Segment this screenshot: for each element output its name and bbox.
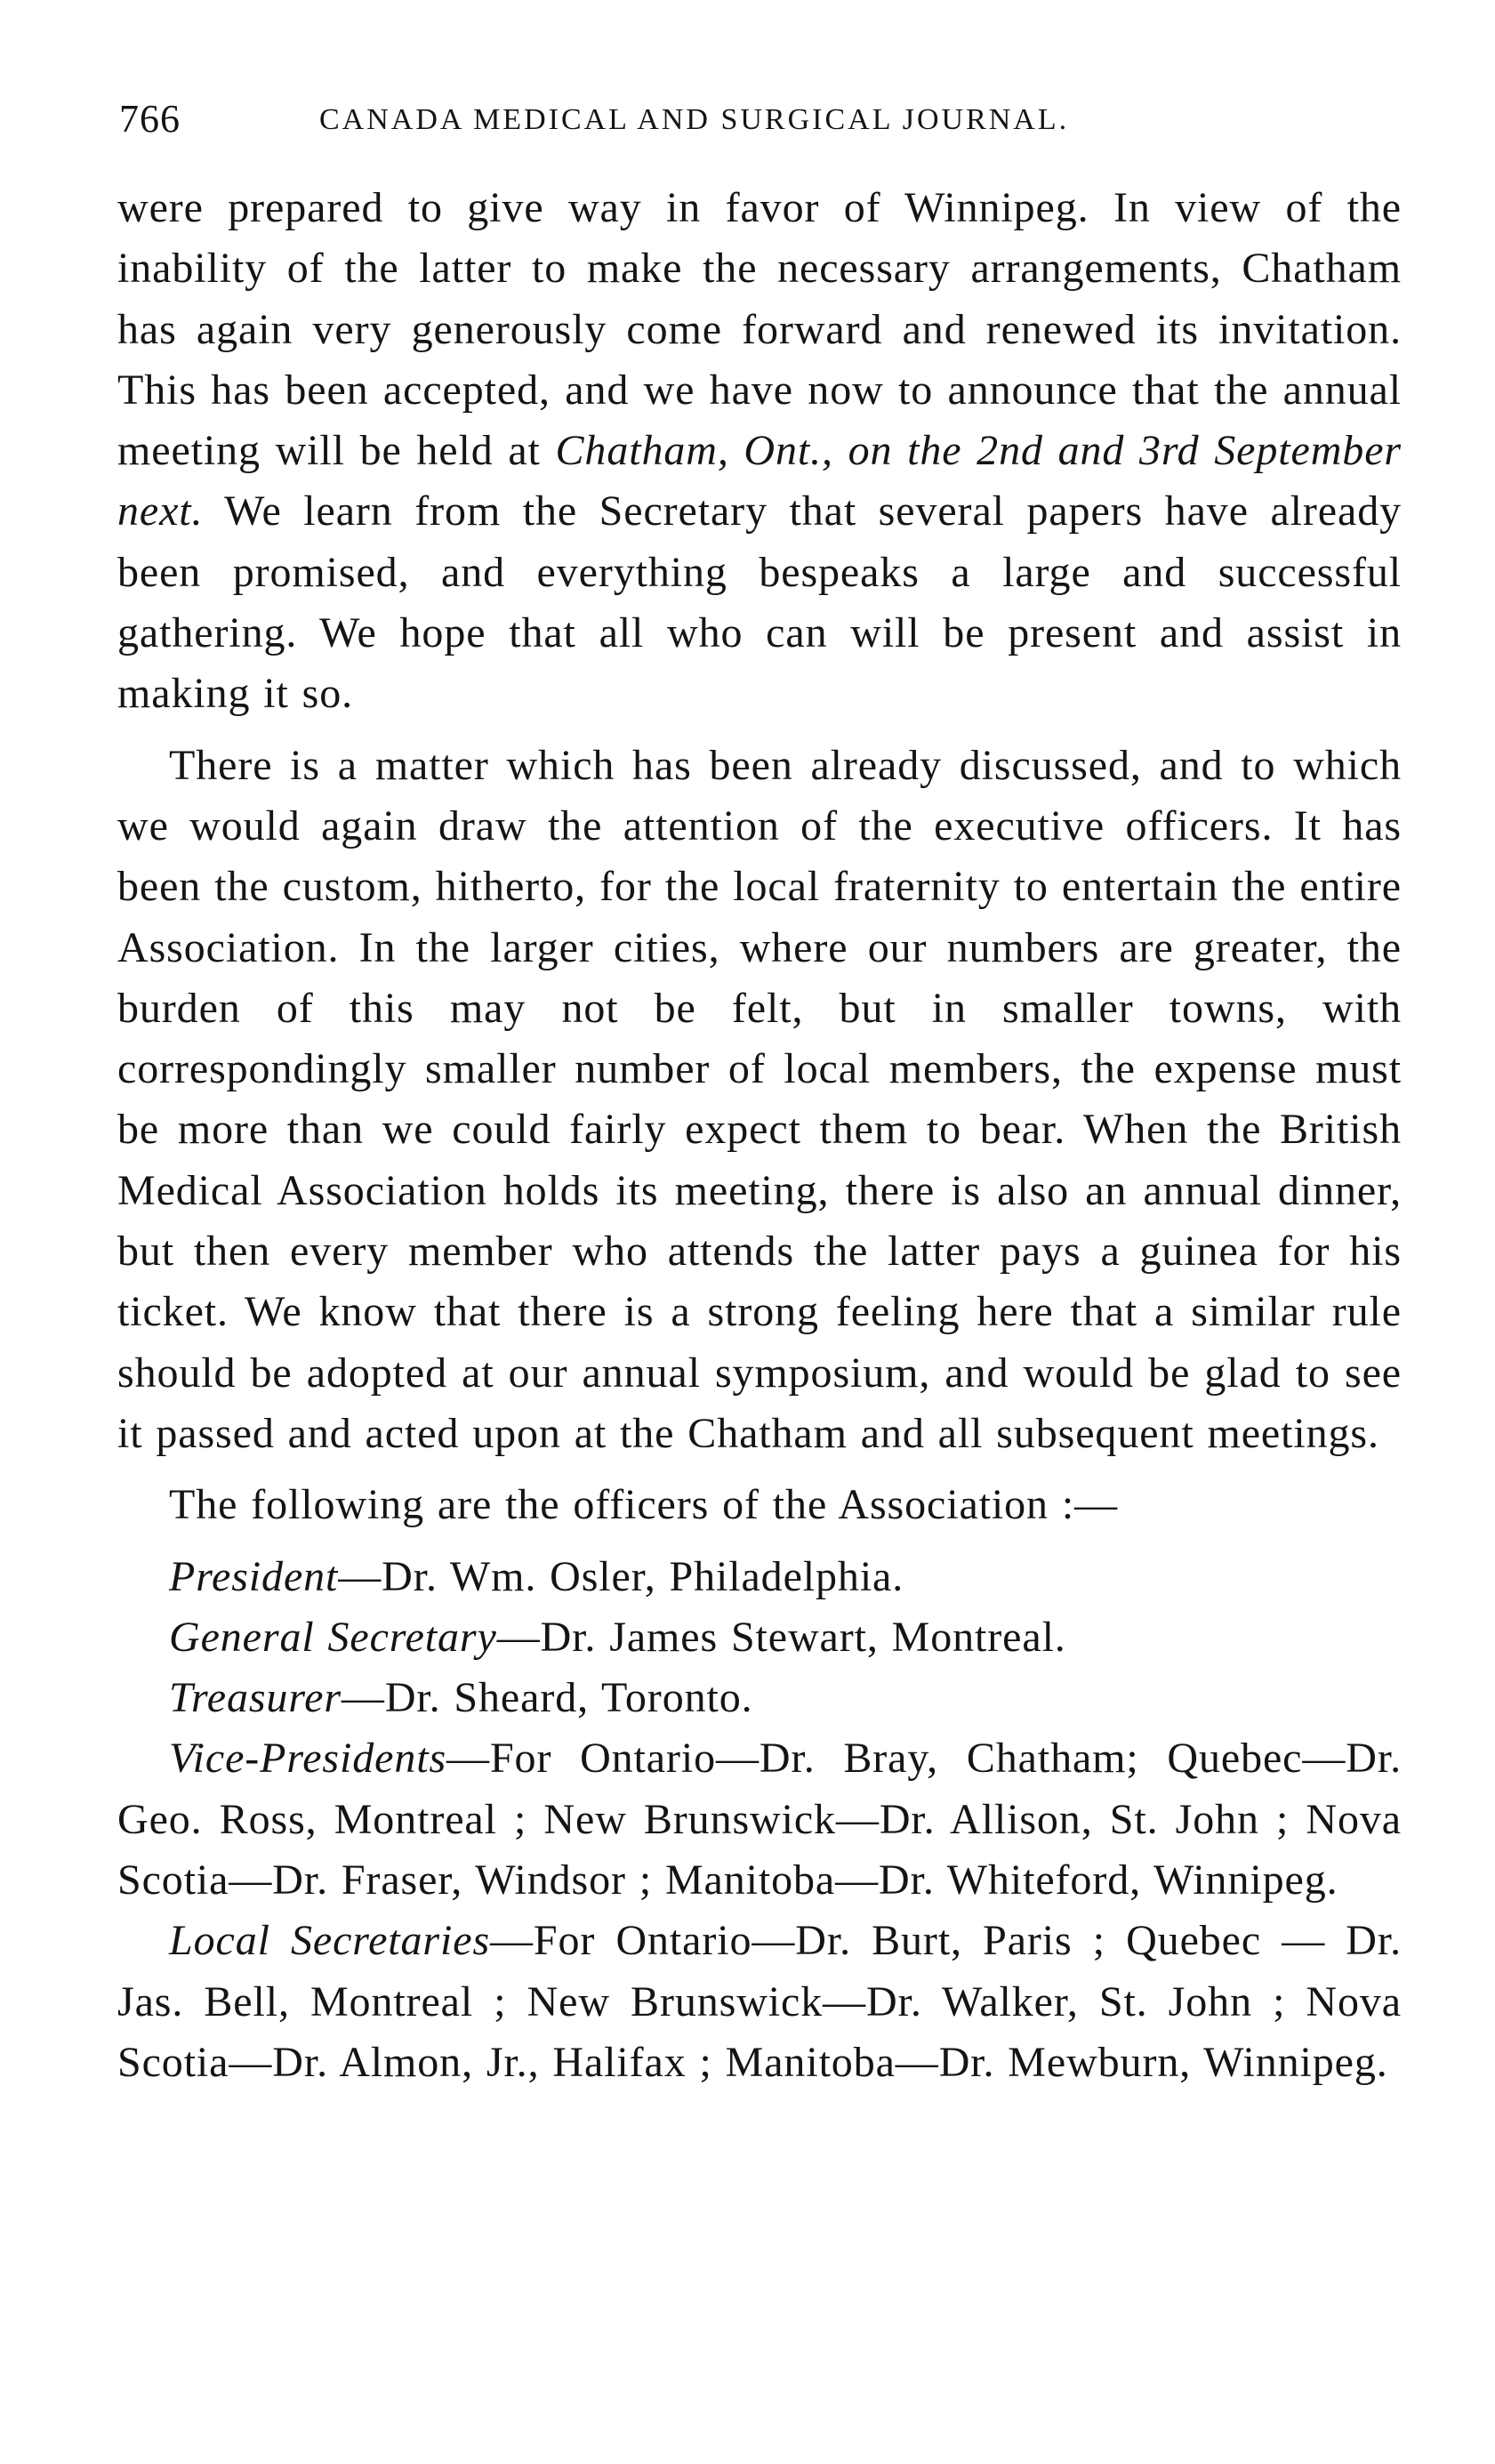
running-head — [119, 96, 1400, 149]
officer-entry-president — [117, 1547, 1402, 1607]
officer-details: —For Ontario—Dr. Bray, Chatham; Quebec—Dr. Geo. Ross, Montreal ; New Brunswick—Dr. Allison, St. John ; Nova Scotia—Dr. Fraser, Windsor ; Manitoba—Dr. Whiteford, Winnipeg. — [117, 1735, 1402, 1904]
meeting-place-date: Chatham, Ont., on the 2nd and 3rd September next. — [117, 427, 1402, 535]
paragraph-text: We learn from the Secretary that several papers have already been promised, and everything bespeaks a large and successful gathering. We hope that all who can will be present and assist in making it so. — [117, 487, 1402, 718]
officer-role: Treasurer — [169, 1674, 342, 1722]
officer-role: Vice-Presidents — [169, 1735, 447, 1783]
officer-details: —Dr. Sheard, Toronto. — [341, 1674, 753, 1722]
paragraph-entertainment-custom: There is a matter which has been already discussed, and to which we would again draw the attention of the executive officers. It has been the custom, hitherto, for the local fraternity to entertain the entire Association. In the larger cities, where our numbers are greater, the burden of this may not be felt, but in smaller towns, with correspondingly smaller number of local members, the expense must be more than we could fairly expect them to bear. When the British Medical Association holds its meeting, there is also an annual dinner, but then every member who attends the latter pays a guinea for his ticket. We know that there is a strong feeling here that a similar rule should be adopted at our annual symposium, and would be glad to see it passed and acted upon at the Chatham and all subsequent meetings. — [117, 741, 1402, 1457]
officer-entry-local-secretaries — [117, 1911, 1402, 2093]
article-body — [117, 178, 1402, 2093]
paragraph-meeting-announcement — [117, 178, 1402, 725]
officer-role: President — [169, 1552, 339, 1600]
officer-entry-general-secretary — [117, 1607, 1402, 1668]
officer-details: —Dr. James Stewart, Montreal. — [496, 1613, 1066, 1661]
officer-role: Local Secretaries — [169, 1917, 491, 1965]
page-number: 766 — [119, 97, 181, 141]
officer-details: —For Ontario—Dr. Burt, Paris ; Quebec — Dr. Jas. Bell, Montreal ; New Brunswick—Dr. Walker, St. John ; Nova Scotia—Dr. Almon, Jr., Halifax ; Manitoba—Dr. Mewburn, Winnipeg. — [117, 1917, 1402, 2086]
officer-role: General Secretary — [169, 1613, 497, 1661]
paragraph-text: were prepared to give way in favor of Winnipeg. In view of the inability of the latter to make the necessary arrangements, Chatham has again very generously come forward and renewed its invitation. This has been accepted, and we have now to announce that the annual meeting will be held at — [117, 184, 1402, 475]
journal-title: CANADA MEDICAL AND SURGICAL JOURNAL. — [319, 103, 1070, 136]
officers-list — [117, 1547, 1402, 2094]
officer-details: —Dr. Wm. Osler, Philadelphia. — [338, 1552, 904, 1600]
paragraph-officers-intro: The following are the officers of the Association :— — [169, 1481, 1118, 1529]
officer-entry-treasurer — [117, 1668, 1402, 1728]
officer-entry-vice-presidents — [117, 1728, 1402, 1911]
